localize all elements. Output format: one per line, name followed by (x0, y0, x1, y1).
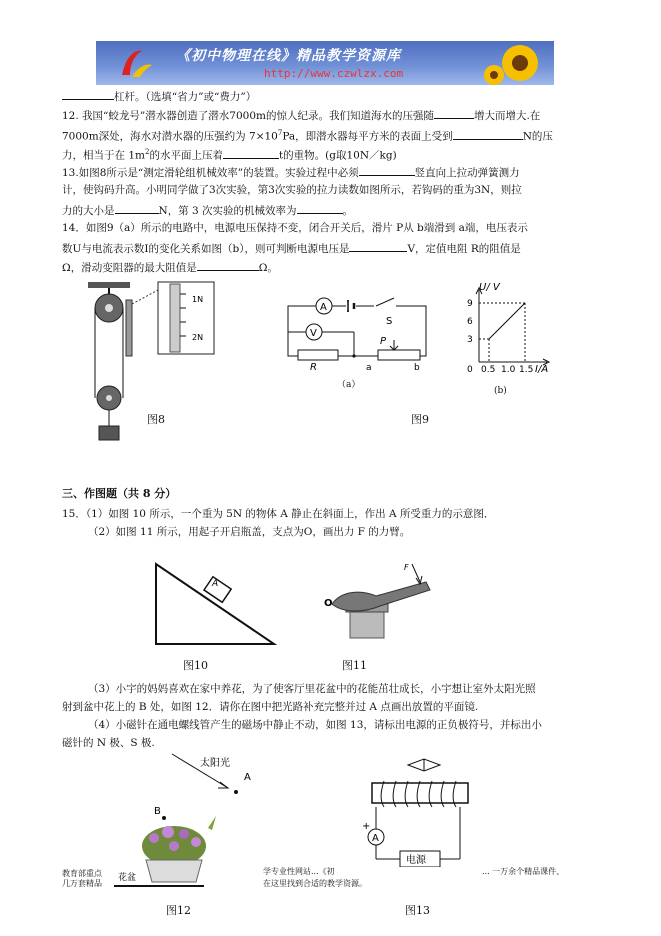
figure-12-sunlight (112, 750, 262, 890)
pot-label: 花盆 (118, 873, 137, 883)
xtick-10: 1.0 (501, 365, 516, 374)
figure-9-caption: 图9 (411, 413, 429, 426)
footer-right: ... 一万余个精品课件、 (482, 867, 565, 876)
answer-blank[interactable] (434, 107, 474, 119)
plus-label: + (362, 821, 371, 832)
answer-blank[interactable] (349, 240, 407, 252)
xtick-05: 0.5 (481, 365, 496, 374)
banner-url[interactable]: http://www.czwlzx.com (264, 67, 404, 80)
question-15-4-line-2: 磁针的 N 极、S 极. (62, 737, 155, 749)
question-15-1: 15．（1）如图 10 所示，一个重为 5N 的物体 A 静止在斜面上，作出 A 所受重力的示意图． (62, 508, 495, 520)
figure-10-caption: 图10 (183, 659, 208, 672)
question-14-line-3: Ω，滑动变阻器的最大阻值是 Ω。 (62, 259, 278, 275)
answer-blank[interactable] (297, 202, 343, 214)
header-banner (96, 41, 554, 85)
section-3-title: 三、作图题（共 8 分） (62, 487, 177, 500)
footer-left-2: 几万套精品 (62, 879, 102, 888)
answer-blank[interactable] (62, 88, 114, 100)
figure-9b-graph (455, 282, 555, 374)
footer-middle: 学专业性网站...《初 (263, 867, 335, 876)
figure-13-caption: 图13 (405, 904, 430, 917)
figure-12-caption: 图12 (166, 904, 191, 917)
xtick-0: 0 (467, 365, 473, 374)
switch-label: S (386, 316, 393, 327)
sunflower-icon (480, 41, 550, 85)
scale-label-1n: 1N (192, 295, 204, 304)
figure-9a-circuit (282, 290, 432, 370)
force-label: F (404, 563, 409, 572)
figure-11-opener (322, 560, 442, 640)
resistor-label: R (310, 362, 317, 370)
figure-9a-label: （a） (337, 380, 361, 390)
question-12-line-1: 12. 我国“蛟龙号”潜水器创造了潜水7000m的惊人纪录。我们知道海水的压强随 增大而增大.在 (62, 107, 540, 123)
question-14-line-2: 数U与电流表示数I的变化关系如图（b），则可判断电源电压是 V，定值电阻 R的阻值是 (62, 240, 521, 256)
logo-icon (116, 45, 156, 81)
voltmeter-label: V (310, 328, 317, 339)
ammeter-label: A (320, 302, 327, 313)
xtick-15: 1.5 (519, 365, 534, 374)
line-11-end: 杠杆。（选填“省力”或“费力”） (62, 88, 256, 104)
sunlight-label: 太阳光 (200, 758, 230, 769)
answer-blank[interactable] (115, 202, 159, 214)
figure-9b-label: (b) (494, 386, 507, 396)
ytick-9: 9 (467, 299, 473, 309)
figure-11-caption: 图11 (342, 659, 367, 672)
point-b-label: B (154, 806, 161, 817)
footer-middle-2: 在这里找到合适的教学资源。 (263, 879, 367, 888)
graph-ylabel: U/ V (479, 282, 500, 293)
question-15-2: （2）如图 11 所示，用起子开启瓶盖，支点为O，画出力 F 的力臂。 (88, 526, 411, 538)
end-b-label: b (414, 363, 420, 370)
pivot-label: O (324, 598, 333, 609)
end-a-label: a (366, 363, 372, 370)
scale-label-2n: 2N (192, 333, 204, 342)
question-15-4-line-1: （4）小磁针在通电螺线管产生的磁场中静止不动，如图 13，请标出电源的正负极符号，并标出小 (88, 719, 542, 731)
question-15-3-line-1: （3）小宇的妈妈喜欢在家中养花，为了使客厅里花盆中的花能茁壮成长，小宇想让室外太阳光照 (88, 683, 536, 695)
question-13-line-1: 13.如图8所示是“测定滑轮组机械效率”的装置。实验过程中必须 竖直向上拉动弹簧测力 (62, 164, 520, 180)
graph-xlabel: I/A (535, 364, 549, 374)
slider-label: P (380, 336, 387, 347)
power-label: 电源 (406, 855, 426, 866)
question-12-line-3: 力，相当于在 $1m^2$的水平面上压着 t的重物。(g取10N／kg) (62, 148, 397, 162)
point-a-label: A (244, 772, 251, 783)
figure-10-incline (150, 558, 280, 650)
question-13-line-2: 计，使钩码升高。小明同学做了3次实验，第3次实验的拉力读数如图所示，若钩码的重为3N，则拉 (62, 184, 522, 196)
ytick-3: 3 (467, 335, 473, 345)
figure-13-solenoid (360, 757, 480, 867)
answer-blank[interactable] (197, 259, 259, 271)
question-13-line-3: 力的大小是 N，第 3 次实验的机械效率为 。 (62, 202, 353, 218)
ammeter-label-13: A (372, 833, 379, 844)
answer-blank[interactable] (359, 164, 415, 176)
ytick-6: 6 (467, 317, 473, 327)
question-15-3-line-2: 射到盆中花上的 B 处，如图 12．请你在图中把光路补充完整并过 A 点画出放置的平面镜. (62, 701, 479, 713)
figure-8-caption: 图8 (147, 413, 165, 426)
block-label: A (212, 579, 219, 589)
banner-title: 《初中物理在线》精品教学资源库 (176, 48, 401, 64)
question-14-line-1: 14．如图9（a）所示的电路中，电源电压保持不变，闭合开关后，滑片 P从 b端滑到 a端，电压表示 (62, 222, 528, 234)
answer-blank[interactable] (223, 147, 279, 159)
answer-blank[interactable] (453, 128, 523, 140)
footer-left-1: 教育部重点 (62, 869, 102, 878)
question-12-line-2: 7000m深处，海水对潜水器的压强约为 $7\times 10^7Pa$，即潜水器每平方米的表面上受到 N的压 (62, 129, 553, 143)
